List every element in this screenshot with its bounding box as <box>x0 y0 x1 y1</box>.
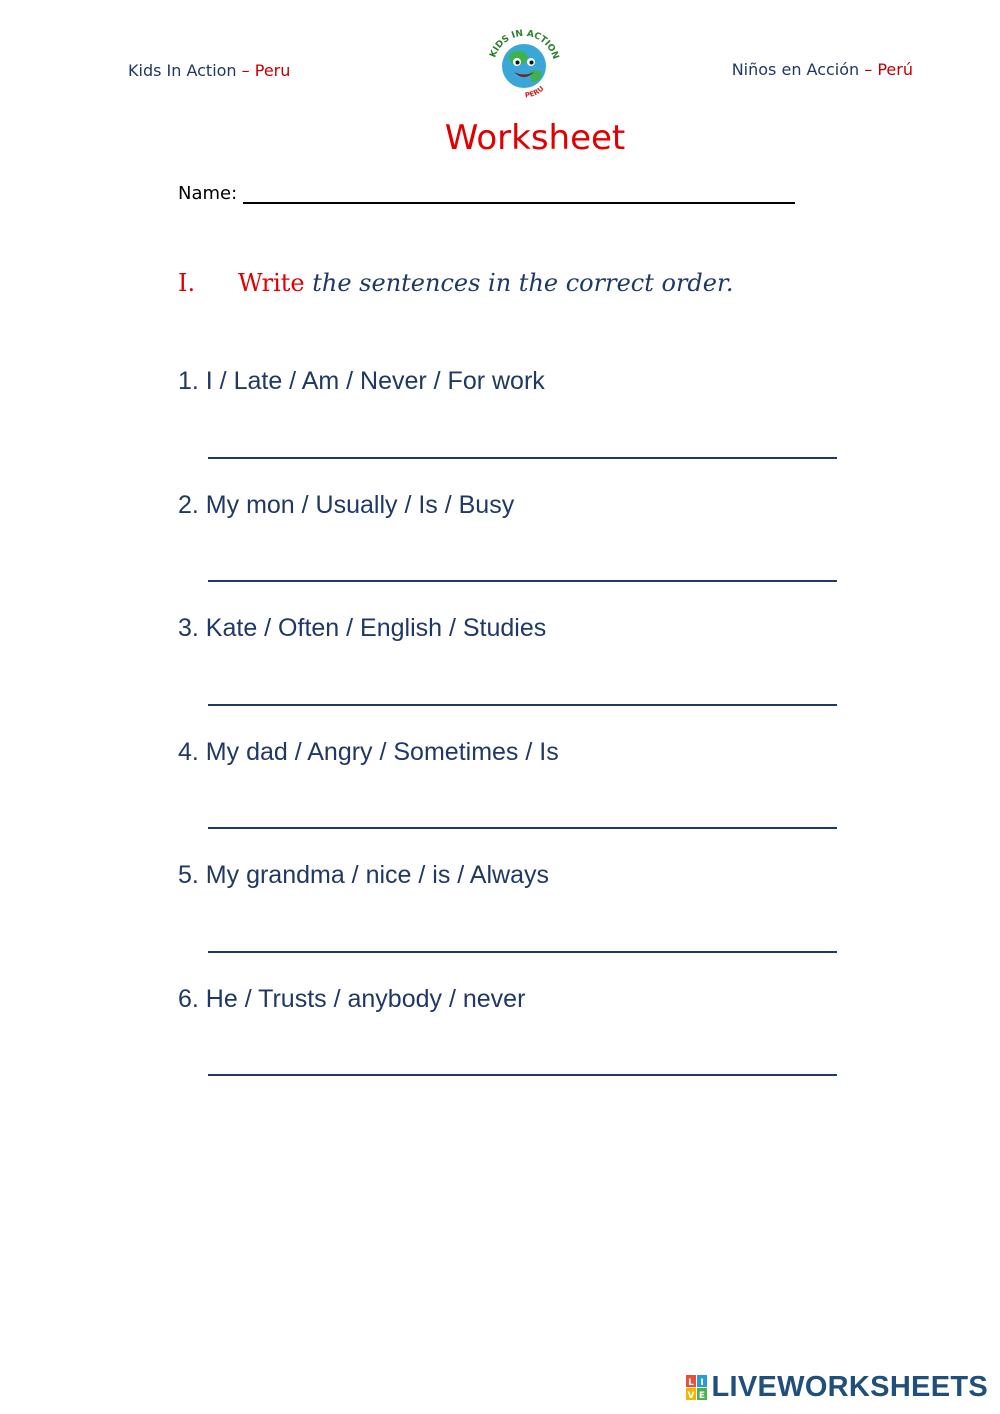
header-right-country: – Perú <box>864 60 913 79</box>
exercise-item: 6. He / Trusts / anybody / never <box>178 985 526 1013</box>
instruction-verb: Write <box>238 269 305 297</box>
header-right <box>732 60 913 79</box>
exercise-item: 1. I / Late / Am / Never / For work <box>178 367 545 395</box>
answer-line-6[interactable] <box>208 1074 837 1076</box>
answer-line-5[interactable] <box>208 951 837 953</box>
kids-in-action-logo <box>482 22 566 106</box>
header-left-text: Kids In Action <box>128 61 237 80</box>
answer-line-3[interactable] <box>208 704 837 706</box>
name-label: Name: <box>178 183 238 204</box>
badge-letter: I <box>699 1377 704 1388</box>
section-numeral: I. <box>178 269 196 297</box>
header-left <box>128 61 290 80</box>
badge-letter: V <box>687 1390 694 1401</box>
liveworksheets-badge-icon <box>686 1375 708 1401</box>
liveworksheets-text: LIVEWORKSHEETS <box>711 1371 988 1403</box>
exercise-item: 5. My grandma / nice / is / Always <box>178 861 549 889</box>
name-blank-line[interactable] <box>243 182 795 204</box>
exercise-item: 2. My mon / Usually / Is / Busy <box>178 491 515 519</box>
page-title: Worksheet <box>444 118 626 158</box>
answer-line-2[interactable] <box>208 580 837 582</box>
exercise-item: 4. My dad / Angry / Sometimes / Is <box>178 738 559 766</box>
answer-line-4[interactable] <box>208 827 837 829</box>
badge-letter: L <box>687 1377 694 1388</box>
answer-line-1[interactable] <box>208 457 837 459</box>
header-left-country: – Peru <box>241 61 291 80</box>
logo-top-text: KIDS IN ACTION <box>488 28 561 61</box>
liveworksheets-brand[interactable] <box>686 1371 989 1404</box>
section-instruction <box>178 269 733 297</box>
instruction-text: the sentences in the correct order. <box>312 269 734 297</box>
name-field[interactable] <box>178 182 795 204</box>
header-right-text: Niños en Acción <box>731 60 860 79</box>
badge-letter: E <box>698 1390 705 1401</box>
logo-bottom-text: PERU <box>524 84 546 100</box>
exercise-item: 3. Kate / Often / English / Studies <box>178 614 547 642</box>
